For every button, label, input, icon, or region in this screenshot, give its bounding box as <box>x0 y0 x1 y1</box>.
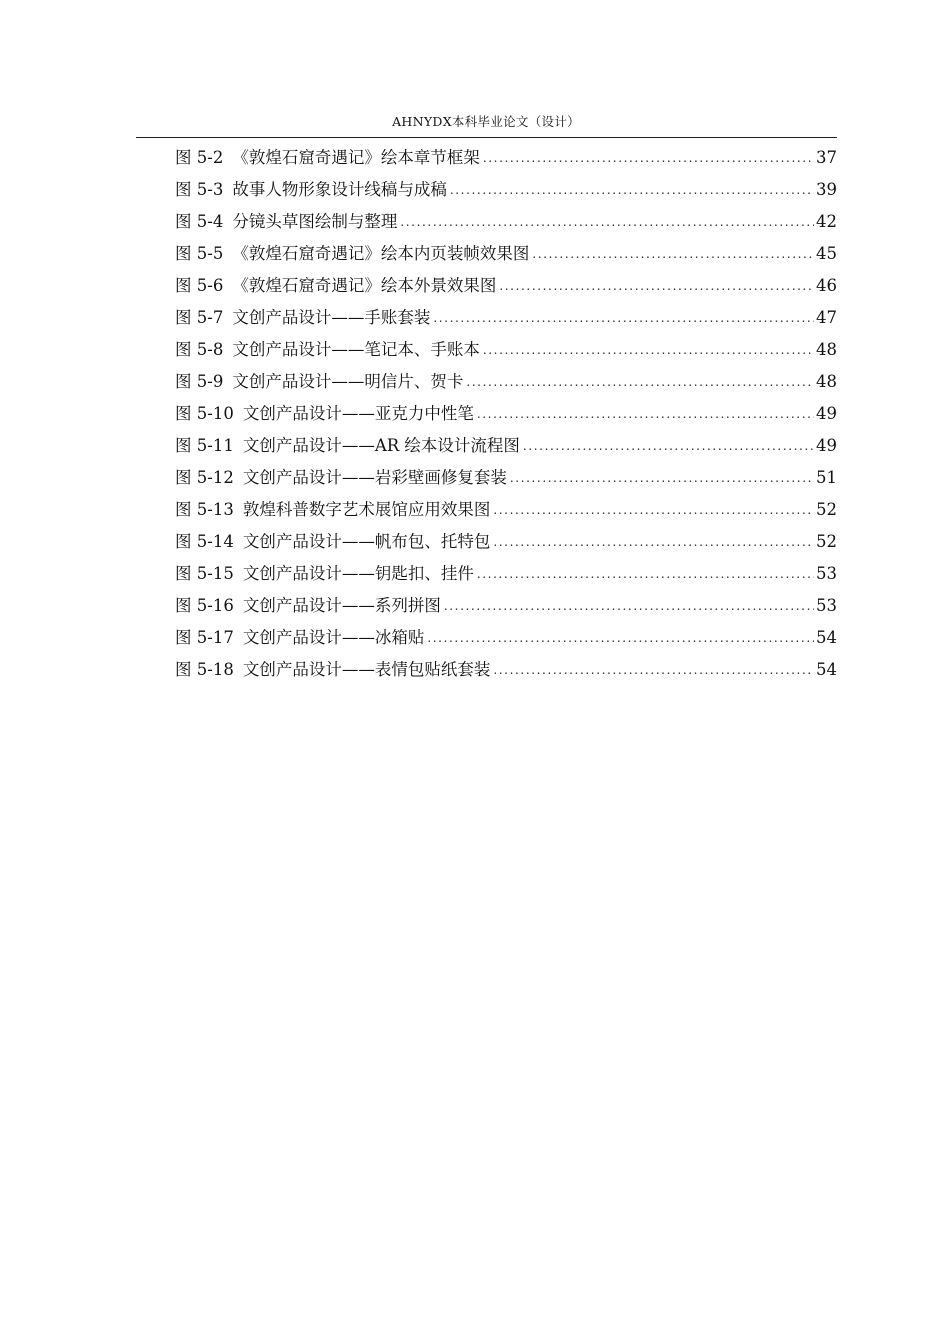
figure-title: 文创产品设计——手账套装 <box>232 308 431 327</box>
figure-entry[interactable] <box>175 145 837 177</box>
page-number: 42 <box>816 212 837 231</box>
dot-leader <box>450 177 814 203</box>
page-number: 53 <box>816 596 837 615</box>
figure-entry[interactable] <box>175 625 837 657</box>
page-number: 52 <box>816 500 837 519</box>
figure-title: 分镜头草图绘制与整理 <box>232 212 398 231</box>
page-number: 48 <box>816 372 837 391</box>
figure-title: 文创产品设计——帆布包、托特包 <box>242 532 491 551</box>
figure-entry[interactable] <box>175 657 837 689</box>
figure-title: 文创产品设计——亚克力中性笔 <box>242 404 474 423</box>
dot-leader <box>400 209 814 235</box>
figure-title: 文创产品设计——明信片、贺卡 <box>232 372 464 391</box>
page-number: 52 <box>816 532 837 551</box>
figure-number: 图 5-15 <box>175 564 234 583</box>
figure-entry[interactable] <box>175 497 837 529</box>
dot-leader <box>483 337 814 363</box>
running-header: AHNYDX本科毕业论文（设计） <box>392 114 580 129</box>
dot-leader <box>483 145 814 171</box>
figure-list <box>175 145 837 689</box>
figure-number: 图 5-5 <box>175 244 224 263</box>
dot-leader <box>477 561 814 587</box>
figure-number: 图 5-10 <box>175 404 234 423</box>
figure-title: 文创产品设计——表情包贴纸套装 <box>242 660 491 679</box>
dot-leader <box>493 657 814 683</box>
figure-entry[interactable] <box>175 337 837 369</box>
figure-number: 图 5-11 <box>175 436 234 455</box>
figure-number: 图 5-16 <box>175 596 234 615</box>
page-number: 48 <box>816 340 837 359</box>
figure-number: 图 5-4 <box>175 212 224 231</box>
figure-number: 图 5-2 <box>175 148 224 167</box>
figure-number: 图 5-3 <box>175 180 224 199</box>
figure-title: 文创产品设计——岩彩壁画修复套装 <box>242 468 507 487</box>
figure-number: 图 5-7 <box>175 308 224 327</box>
dot-leader <box>493 497 814 523</box>
dot-leader <box>499 273 814 299</box>
page-number: 37 <box>816 148 837 167</box>
page-number: 51 <box>816 468 837 487</box>
figure-title: 《敦煌石窟奇遇记》绘本内页装帧效果图 <box>232 244 530 263</box>
figure-entry[interactable] <box>175 241 837 273</box>
figure-title: 故事人物形象设计线稿与成稿 <box>232 180 447 199</box>
figure-title: 文创产品设计——系列拼图 <box>242 596 441 615</box>
dot-leader <box>444 593 814 619</box>
page-number: 39 <box>816 180 837 199</box>
dot-leader <box>532 241 814 267</box>
figure-entry[interactable] <box>175 593 837 625</box>
dot-leader <box>466 369 814 395</box>
figure-title: 《敦煌石窟奇遇记》绘本章节框架 <box>232 148 480 167</box>
dot-leader <box>477 401 814 427</box>
figure-number: 图 5-14 <box>175 532 234 551</box>
figure-title: 《敦煌石窟奇遇记》绘本外景效果图 <box>232 276 497 295</box>
page-number: 54 <box>816 660 837 679</box>
figure-number: 图 5-13 <box>175 500 234 519</box>
figure-entry[interactable] <box>175 529 837 561</box>
page-number: 49 <box>816 436 837 455</box>
figure-entry[interactable] <box>175 433 837 465</box>
figure-number: 图 5-8 <box>175 340 224 359</box>
figure-entry[interactable] <box>175 177 837 209</box>
figure-title: 文创产品设计——冰箱贴 <box>242 628 425 647</box>
figure-entry[interactable] <box>175 401 837 433</box>
figure-entry[interactable] <box>175 465 837 497</box>
page-number: 53 <box>816 564 837 583</box>
dot-leader <box>493 529 814 555</box>
figure-number: 图 5-18 <box>175 660 234 679</box>
page-number: 47 <box>816 308 837 327</box>
figure-title: 文创产品设计——AR 绘本设计流程图 <box>242 436 520 455</box>
figure-number: 图 5-9 <box>175 372 224 391</box>
figure-entry[interactable] <box>175 209 837 241</box>
dot-leader <box>433 305 814 331</box>
figure-number: 图 5-12 <box>175 468 234 487</box>
figure-number: 图 5-17 <box>175 628 234 647</box>
figure-title: 敦煌科普数字艺术展馆应用效果图 <box>242 500 491 519</box>
page-number: 46 <box>816 276 837 295</box>
figure-entry[interactable] <box>175 305 837 337</box>
figure-entry[interactable] <box>175 561 837 593</box>
dot-leader <box>523 433 814 459</box>
page-number: 49 <box>816 404 837 423</box>
page-number: 45 <box>816 244 837 263</box>
header-divider <box>136 137 837 138</box>
page-number: 54 <box>816 628 837 647</box>
figure-number: 图 5-6 <box>175 276 224 295</box>
figure-title: 文创产品设计——钥匙扣、挂件 <box>242 564 474 583</box>
dot-leader <box>510 465 814 491</box>
figure-entry[interactable] <box>175 273 837 305</box>
figure-entry[interactable] <box>175 369 837 401</box>
figure-title: 文创产品设计——笔记本、手账本 <box>232 340 480 359</box>
dot-leader <box>427 625 814 651</box>
